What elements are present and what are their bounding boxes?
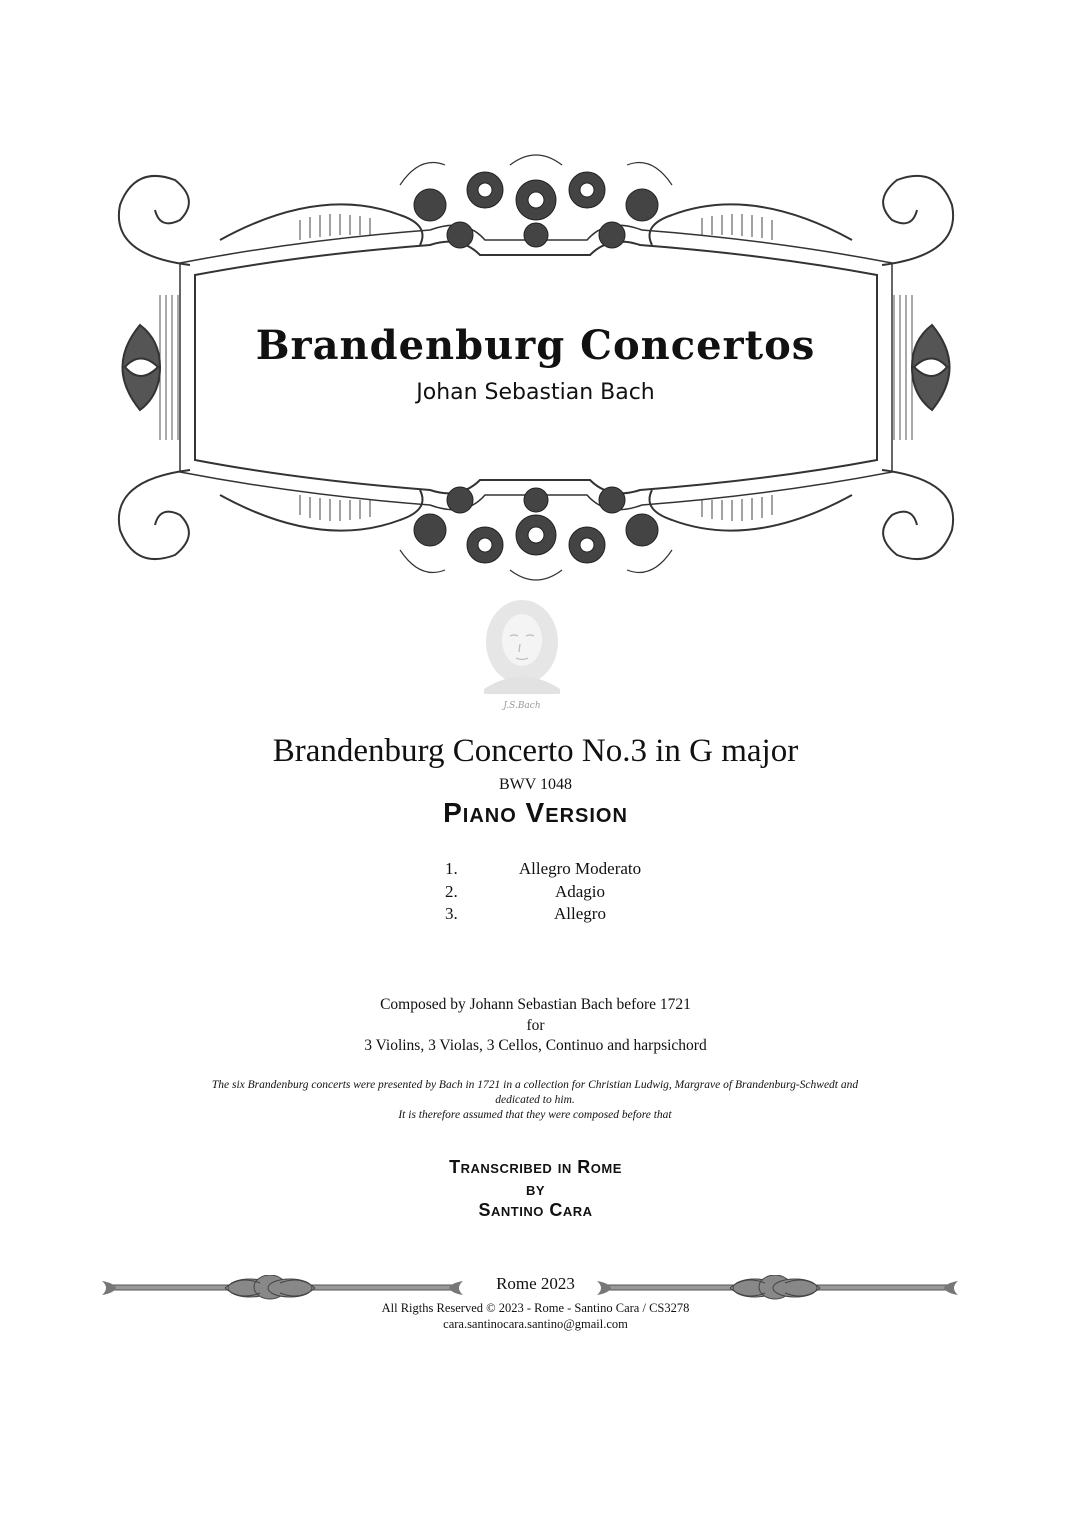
- collection-title: Brandenburg Concertos: [255, 322, 816, 369]
- note-line: The six Brandenburg concerts were presented by Bach in 1721 in a collection for Christian Ludwig, Margrave of Brandenburg-Schwedt and: [211, 1079, 859, 1091]
- bach-portrait-icon: [472, 594, 572, 712]
- signature: J.S.Bach: [503, 701, 541, 711]
- composition-info: [0, 995, 1071, 1057]
- instrumentation: 3 Violins, 3 Violas, 3 Cellos, Continuo and harpsichord: [364, 1037, 707, 1054]
- movement-item: [445, 881, 705, 904]
- catalog-number: BWV 1048: [498, 776, 573, 793]
- composition-line: for: [526, 1016, 545, 1034]
- movement-name: Allegro Moderato: [518, 859, 642, 878]
- movement-item: [445, 858, 705, 881]
- history-note: [120, 1078, 950, 1123]
- transcription-line: by: [525, 1178, 546, 1199]
- composer-name: Johan Sebastian Bach: [416, 380, 655, 405]
- movement-name: Allegro: [554, 904, 606, 923]
- place-year: Rome 2023: [496, 1274, 575, 1293]
- movement-number: 3.: [445, 904, 458, 923]
- composition-line: Composed by Johann Sebastian Bach before 1721: [380, 996, 691, 1013]
- contact-email: cara.santinocara.santino@gmail.com: [443, 1316, 628, 1331]
- version-label: Piano Version: [443, 797, 628, 828]
- copyright-info: [0, 1301, 1071, 1332]
- note-line: dedicated to him.: [495, 1094, 575, 1106]
- work-title: Brandenburg Concerto No.3 in G major: [272, 733, 799, 769]
- transcription-credit: [0, 1157, 1071, 1222]
- ornamental-divider-right: [595, 1275, 960, 1301]
- transcriber-name: Santino Cara: [478, 1200, 593, 1220]
- movement-number: 2.: [445, 881, 458, 901]
- movement-item: [445, 903, 705, 926]
- movement-list: [445, 858, 705, 926]
- transcription-line: Transcribed in Rome: [449, 1157, 622, 1177]
- copyright-line: All Rigths Reserved © 2023 - Rome - Santino Cara / CS3278: [381, 1301, 690, 1315]
- note-line: It is therefore assumed that they were composed before that: [398, 1109, 672, 1121]
- movement-number: 1.: [445, 859, 458, 878]
- movement-name: Adagio: [554, 881, 606, 901]
